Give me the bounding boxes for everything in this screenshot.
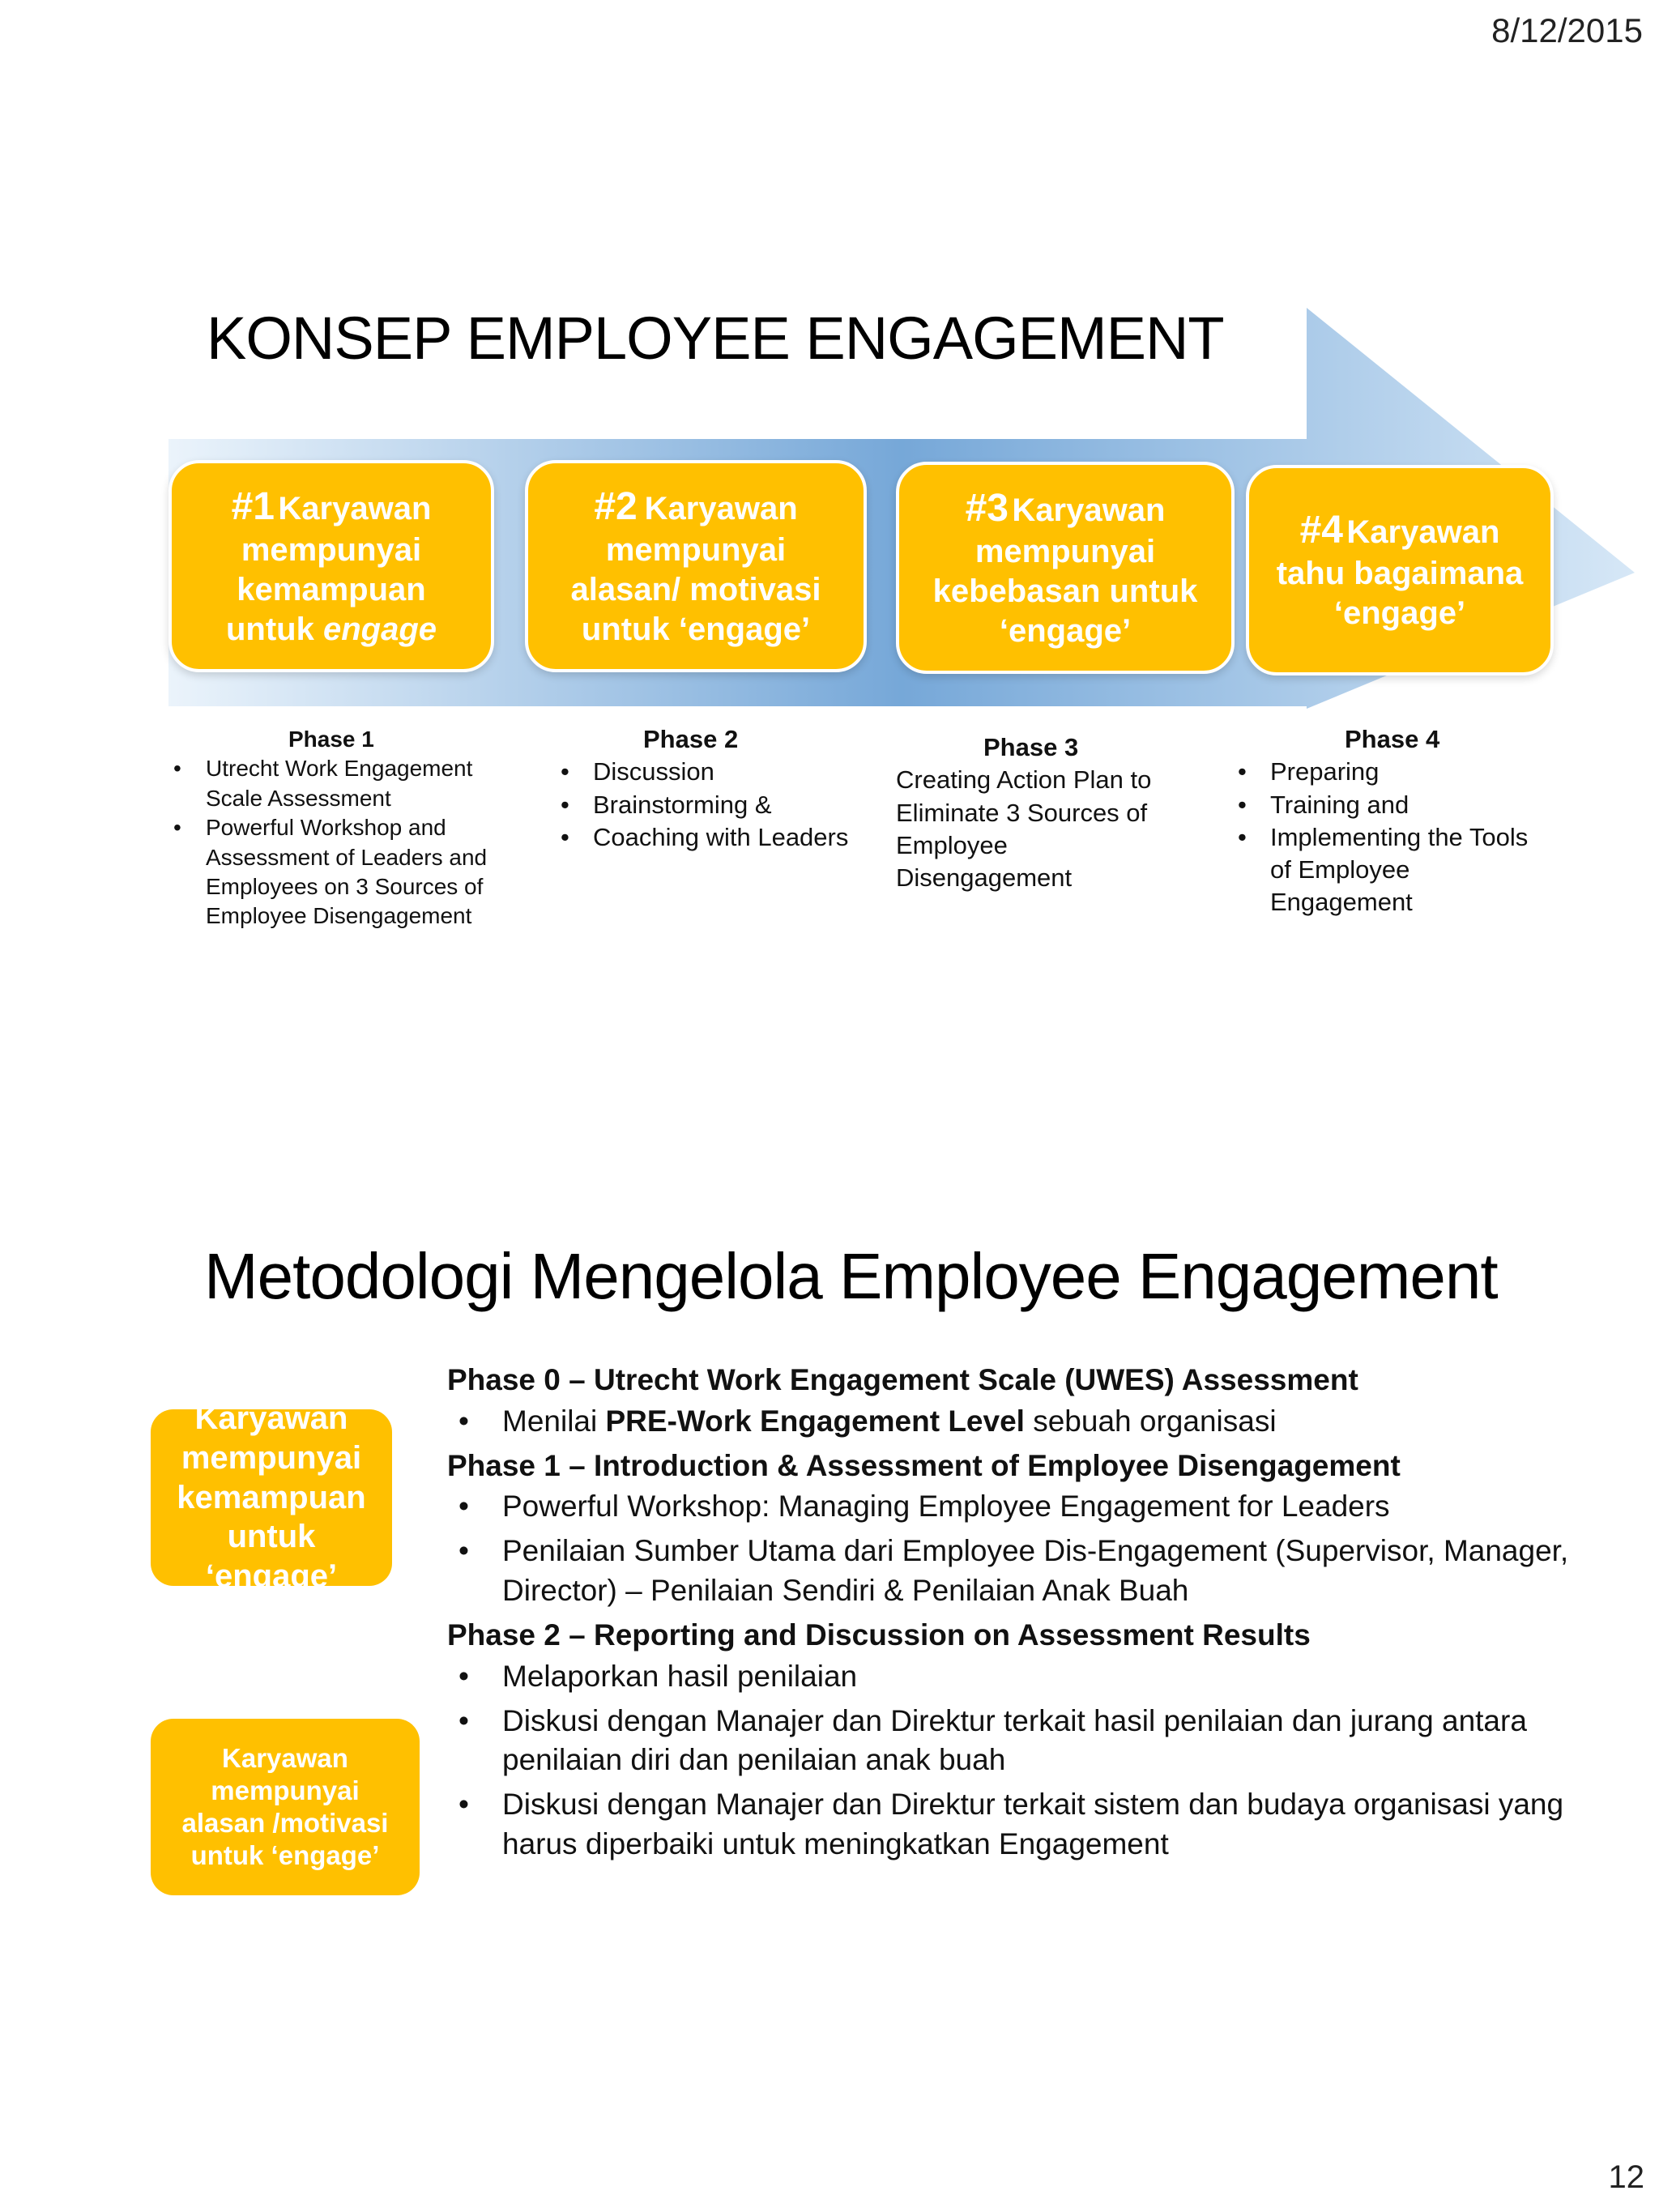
side-box-ability (151, 1400, 392, 1595)
phase-2-item: • Coaching with Leaders (554, 821, 862, 854)
slide-date: 8/12/2015 (1491, 11, 1643, 49)
phase-2-bullet (447, 1702, 1622, 1781)
box-1-line1: Karyawan (278, 490, 432, 526)
methodology-list (447, 1361, 1622, 1869)
phase-3-text: Creating Action Plan to Eliminate 3 Sources of Employee Disengagement (896, 765, 1152, 893)
phase-2-heading: Phase 2 – Reporting and Discussion on Assessment Results (447, 1617, 1311, 1652)
phase-1-block (167, 725, 515, 931)
phase-0-bullet-post: sebuah organisasi (1024, 1404, 1277, 1438)
phase-4-title: Phase 4 (1345, 725, 1440, 753)
bullet-mark: • (458, 1490, 469, 1524)
phase-3-block (896, 731, 1188, 894)
box-4-line3: ‘engage’ (1333, 595, 1466, 632)
phase-0-bullet-bold: PRE-Work Engagement Level (605, 1404, 1025, 1438)
concept-box-3 (896, 462, 1235, 674)
side-box-2-line2: mempunyai (211, 1775, 360, 1805)
box-1-line3: kemampuan (237, 571, 426, 607)
box-1-number: #1 (231, 484, 275, 528)
phase-1-item: • Utrecht Work Engagement Scale Assessment (167, 754, 515, 813)
phase-4-item: • Training and (1231, 789, 1555, 821)
box-3-line1: Karyawan (1012, 492, 1166, 528)
box-2-number: #2 (594, 484, 638, 528)
concept-box-4 (1246, 465, 1554, 676)
phase-4-item: • Preparing (1231, 756, 1555, 788)
phase-1-item: • Powerful Workshop and Assessment of Leaders and Employees on 3 Sources of Employee Disengagement (167, 813, 515, 931)
bullet-mark: • (458, 1703, 469, 1737)
box-4-line1: Karyawan (1346, 514, 1500, 550)
box-1-line4: untuk (225, 611, 323, 647)
box-2-line2: mempunyai (605, 532, 787, 569)
phase-2-block (554, 723, 862, 854)
side-box-1-line1: Karyawan (194, 1400, 348, 1437)
page-number: 12 (1608, 2159, 1644, 2195)
concept-box-2 (525, 460, 867, 672)
side-box-1-line3: kemampuan (177, 1479, 366, 1515)
phase-2-bullet (447, 1657, 1622, 1697)
slide1-title: KONSEP EMPLOYEE ENGAGEMENT (207, 305, 1224, 372)
box-2-line4: untuk ‘engage’ (581, 611, 811, 647)
phase-2-bullet-text: Melaporkan hasil penilaian (502, 1659, 858, 1693)
side-box-1-line4: untuk ‘engage’ (205, 1519, 338, 1595)
box-3-line4: ‘engage’ (999, 612, 1132, 649)
phase-2-item: • Discussion (554, 756, 862, 788)
side-box-1-line2: mempunyai (181, 1439, 362, 1476)
box-1-line2: mempunyai (241, 532, 422, 569)
concept-box-1 (168, 460, 494, 672)
phase-1-bullet-text: Powerful Workshop: Managing Employee Engagement for Leaders (502, 1490, 1390, 1524)
phase-2-bullet-text: Diskusi dengan Manajer dan Direktur terkait hasil penilaian dan jurang antara penilaian diri dan penilaian anak buah (502, 1703, 1527, 1777)
box-2-line3: alasan/ motivasi (570, 571, 821, 607)
phase-2-item: • Brainstorming & (554, 789, 862, 821)
box-2-line1: Karyawan (644, 490, 798, 526)
box-4-line2: tahu bagaimana (1276, 556, 1524, 592)
side-box-2-line4: untuk ‘engage’ (190, 1840, 380, 1871)
phase-2-bullet (447, 1785, 1622, 1865)
phase-1-bullet-text: Penilaian Sumber Utama dari Employee Dis-Engagement (Supervisor, Manager, Director) – Penilaian Sendiri & Penilaian Anak Buah (502, 1534, 1569, 1608)
box-3-line3: kebebasan untuk (932, 573, 1198, 609)
box-1-line4-italic: engage (322, 611, 437, 647)
phase-1-heading: Phase 1 – Introduction & Assessment of Employee Disengagement (447, 1448, 1401, 1482)
phase-2-title: Phase 2 (643, 725, 739, 753)
box-3-line2: mempunyai (975, 534, 1156, 570)
phase-2-bullet-text: Diskusi dengan Manajer dan Direktur terkait sistem dan budaya organisasi yang harus diperbaiki untuk meningkatkan Engagement (502, 1788, 1564, 1861)
phase-4-item: • Implementing the Tools of Employee Engagement (1231, 821, 1555, 919)
bullet-mark: • (458, 1659, 469, 1693)
box-3-number: #3 (965, 486, 1009, 530)
side-box-2-line1: Karyawan (222, 1742, 348, 1773)
bullet-mark: • (458, 1534, 469, 1568)
phase-1-bullet (447, 1532, 1622, 1611)
phase-1-bullet (447, 1487, 1622, 1527)
phase-4-block (1231, 723, 1555, 919)
phase-0-bullet (447, 1402, 1622, 1442)
phase-0-heading: Phase 0 – Utrecht Work Engagement Scale (UWES) Assessment (447, 1363, 1358, 1396)
phase-0-bullet-pre: Menilai (502, 1404, 606, 1438)
slide2-title: Metodologi Mengelola Employee Engagement (204, 1240, 1498, 1312)
side-box-motivation (151, 1719, 420, 1895)
box-4-number: #4 (1299, 508, 1343, 552)
phase-3-title: Phase 3 (983, 733, 1079, 761)
phase-1-title: Phase 1 (288, 727, 374, 752)
side-box-2-line3: alasan /motivasi (181, 1808, 389, 1838)
bullet-mark: • (458, 1404, 469, 1438)
bullet-mark: • (458, 1788, 469, 1822)
